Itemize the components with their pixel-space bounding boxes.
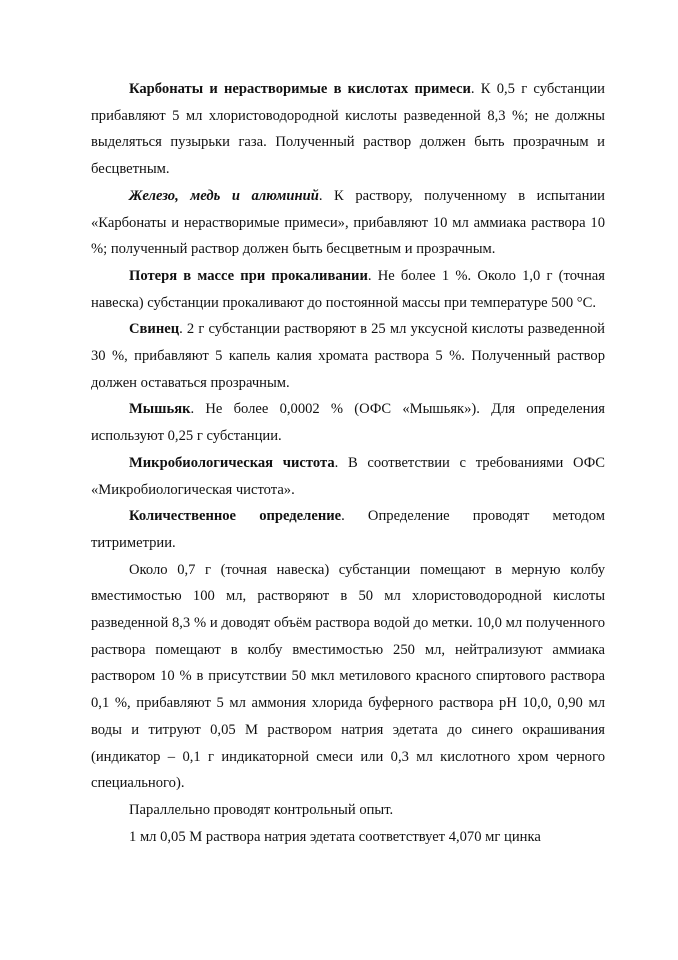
paragraph-text: Параллельно проводят контрольный опыт. bbox=[129, 801, 394, 818]
document-page bbox=[91, 76, 605, 850]
paragraph-text: Около 0,7 г (точная навеска) субстанции помещают в мерную колбу вместимостью 100 мл, растворяют в 50 мл хлористоводородной кислоты разведенной 8,3 % и доводят объём раствора водой до метки. 10,0 мл полученного раствора помещают в колбу вместимостью 250 мл, нейтрализуют аммиака раствором 10 % в присутствии 50 мкл метилового красного спиртового раствора 0,1 %, прибавляют 5 мл аммония хлорида буферного раствора рН 10,0, 0,90 мл воды и титруют 0,05 М раствором натрия эдетата до синего окрашивания (индикатор – 0,1 г индикаторной смеси или 0,3 мл кислотного хром черного специального). bbox=[91, 561, 605, 792]
paragraph-text: . К раствору, полученному в испытании «Карбонаты и нерастворимые примеси», прибавляют 10 мл аммиака раствора 10 %; полученный раствор должен быть бесцветным и прозрачным. bbox=[91, 187, 605, 258]
section-heading: Свинец bbox=[129, 321, 180, 338]
paragraph-arsenic bbox=[91, 396, 605, 449]
paragraph-text: . 2 г субстанции растворяют в 25 мл уксусной кислоты разведенной 30 %, прибавляют 5 капель калия хромата раствора 5 %. Полученный раствор должен оставаться прозрачным. bbox=[91, 321, 605, 391]
paragraph-iron-copper-aluminium bbox=[91, 183, 605, 263]
paragraph-text: . Определение проводят методом титриметрии. bbox=[91, 508, 605, 551]
paragraph-microbiological-purity bbox=[91, 450, 605, 503]
paragraph-loss-on-ignition bbox=[91, 263, 605, 316]
paragraph-blank-test bbox=[91, 797, 605, 824]
paragraph-assay-procedure bbox=[91, 557, 605, 797]
paragraph-text: . В соответствии с требованиями ОФС «Микробиологическая чистота». bbox=[91, 454, 605, 498]
section-heading: Мышьяк bbox=[129, 401, 191, 418]
section-heading: Количественное определение bbox=[129, 508, 342, 525]
paragraph-carbonates bbox=[91, 76, 605, 183]
paragraph-lead bbox=[91, 316, 605, 396]
paragraph-text: . Не более 0,0002 % (ОФС «Мышьяк»). Для определения используют 0,25 г субстанции. bbox=[91, 401, 605, 445]
paragraph-equivalence bbox=[91, 824, 605, 851]
paragraph-text: 1 мл 0,05 М раствора натрия эдетата соответствует 4,070 мг цинка bbox=[129, 828, 541, 845]
section-heading: Карбонаты и нерастворимые в кислотах примеси bbox=[129, 81, 471, 97]
section-heading: Железо, медь и алюминий bbox=[129, 187, 319, 204]
paragraph-text: . Не более 1 %. Около 1,0 г (точная навеска) субстанции прокаливают до постоянной массы при температуре 500 °С. bbox=[91, 267, 605, 311]
section-heading: Микробиологическая чистота bbox=[129, 454, 335, 471]
paragraph-assay bbox=[91, 503, 605, 556]
paragraph-text: . К 0,5 г субстанции прибавляют 5 мл хлористоводородной кислоты разведенной 8,3 %; не должны выделяться пузырьки газа. Полученный раствор должен быть прозрачным и бесцветным. bbox=[91, 81, 605, 178]
section-heading: Потеря в массе при прокаливании bbox=[129, 267, 368, 284]
